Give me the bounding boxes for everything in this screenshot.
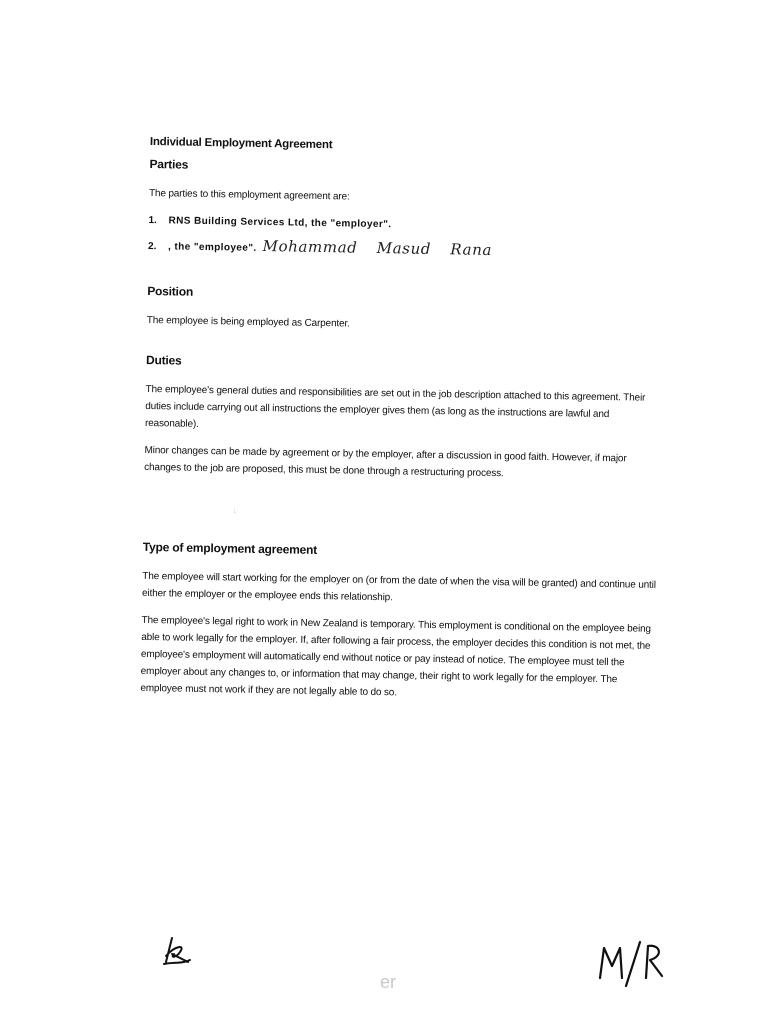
party-number: 2.: [147, 240, 157, 253]
document-body: [140, 136, 670, 716]
footer-watermark: er: [380, 972, 397, 992]
position-heading: Position: [147, 283, 194, 299]
party-employer: [148, 212, 668, 238]
parties-intro: The parties to this employment agreement are:: [148, 187, 350, 203]
employee-handwritten-name: Mohammad Masud Rana: [262, 236, 493, 259]
duties-heading: Duties: [145, 352, 182, 368]
employment-type-heading: Type of employment agreement: [142, 539, 318, 557]
duties-paragraph-2: Minor changes can be made by agreement or by the employer, after a discussion in good faith. However, if major changes to the job are proposed, this must be done through a restructuring process.: [144, 444, 627, 480]
parties-heading: Parties: [149, 156, 189, 172]
scan-artifact: ↓: [232, 505, 237, 516]
employee-label: , the "employee".: [167, 241, 257, 254]
employment-type-paragraph-1: The employee will start working for the employer on (or from the date of when the visa will be granted) and continue until either the employer or the employee ends this relationship.: [141, 570, 656, 604]
employee-initials-signature: [596, 938, 676, 988]
party-employee: [148, 236, 668, 264]
employer-name: RNS Building Services Ltd: [168, 215, 305, 229]
document-title: Individual Employment Agreement: [149, 136, 333, 152]
employer-suffix: , the "employer".: [304, 217, 392, 231]
employment-type-paragraph-2: The employee's legal right to work in New Zealand is temporary. This employment is conditional on the employee being able to work legally for the employer. If, after following a fair process, the employer decides this condition is not met, the employee's employment will automatically end without notice or pay instead of notice. The employee must tell the employer about any changes to, or information that may change, their right to work legally for the employer. The employee must not work if they are not legally able to do so.: [140, 614, 651, 699]
duties-paragraph-1: The employee's general duties and responsibilities are set out in the job description attached to this agreement. Their duties include carrying out all instructions the employer gives them (as long as the instructions are lawful and reasonable).: [144, 383, 646, 430]
employer-initials-signature: [160, 932, 194, 972]
position-text: The employee is being employed as Carpenter.: [146, 314, 350, 330]
party-number: 1.: [148, 214, 157, 227]
